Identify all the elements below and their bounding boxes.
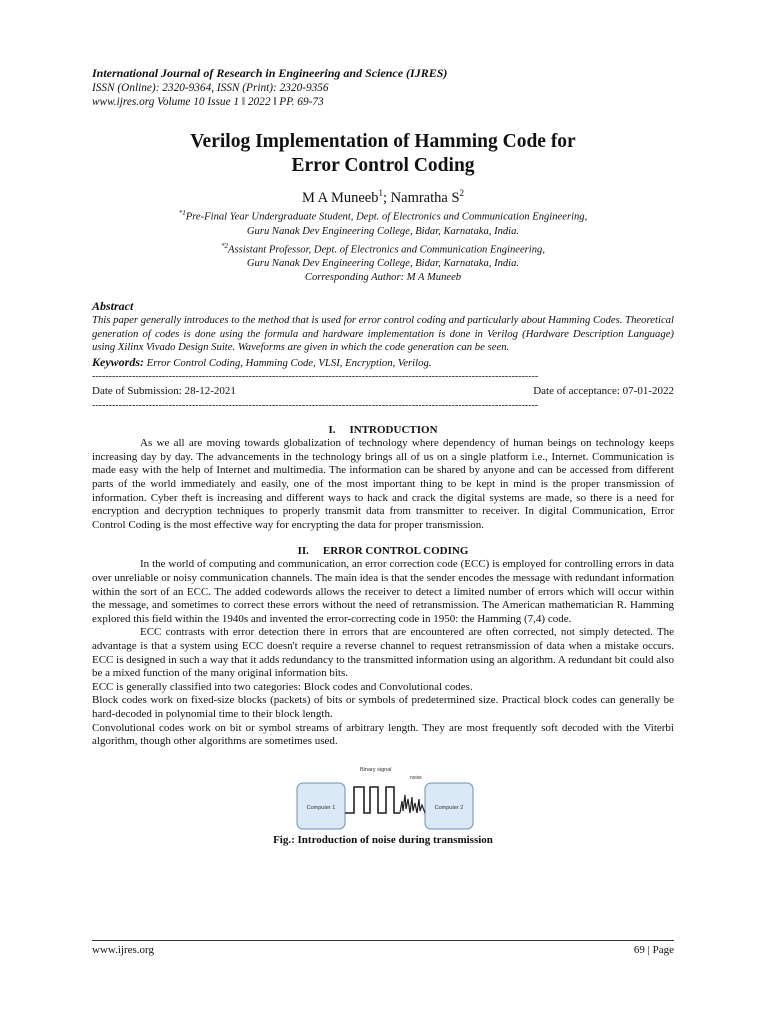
affil-1-line-1: Pre-Final Year Undergraduate Student, Dept. of Electronics and Communication Engineering, (185, 211, 588, 223)
title-line-1: Verilog Implementation of Hamming Code for (190, 130, 576, 152)
section-2-number: II. (297, 545, 309, 558)
divider-bottom: -------------------------------------------------------------------------------------------------------------------------------------- (92, 400, 539, 412)
date-acceptance: Date of acceptance: 07-01-2022 (533, 385, 674, 398)
footer-website: www.ijres.org (92, 944, 155, 956)
author-separator: ; (383, 189, 391, 206)
section-2-paragraph-4: Block codes work on fixed-size blocks (packets) of bits or symbols of predetermined size. Practical block codes can generally be hard-decoded in polynomial time to their block length. (92, 694, 674, 720)
binary-signal-wave (345, 787, 400, 813)
keywords-value: Error Control Coding, Hamming Code, VLSI, Encryption, Verilog. (146, 357, 432, 370)
journal-header (92, 66, 674, 110)
page-footer (92, 940, 674, 956)
author-2-sup: 2 (459, 187, 465, 198)
section-2-paragraph-5: Convolutional codes work on bit or symbol streams of arbitrary length. They are most frequently soft decoded with the Viterbi algorithm, though other algorithms are sometimes used. (92, 721, 674, 748)
section-2-paragraph-2: ECC contrasts with error detection there in errors that are encountered are often corrected, not simply detected. The advantage is that a system using ECC doesn't require a reverse channel to request retransmission of data when a mistake occurs. ECC is designed in such a way that it adds redundancy to the transmitted information using an algorithm. A redundant bit could also be a mixed function of the many original information bits. (92, 626, 674, 680)
affiliations (92, 206, 674, 285)
noise-label: noise (410, 774, 422, 781)
journal-issn: ISSN (Online): 2320-9364, ISSN (Print): 2320-9356 (92, 81, 329, 94)
divider-top: -------------------------------------------------------------------------------------------------------------------------------------- (92, 371, 539, 383)
paper-page (92, 66, 674, 847)
abstract-title: Abstract (92, 299, 134, 314)
affil-2-line-1: Assistant Professor, Dept. of Electronics and Communication Engineering, (227, 244, 545, 256)
author-2: Namratha S (390, 189, 460, 206)
affil-1-line-2: Guru Nanak Dev Engineering College, Bidar, Karnataka, India. (246, 225, 520, 237)
section-2-paragraph-3: ECC is generally classified into two categories: Block codes and Convolutional codes. (92, 680, 473, 693)
section-1-number: I. (328, 424, 336, 437)
noise-figure (92, 761, 674, 833)
corresponding-author: Corresponding Author: M A Muneeb (304, 272, 462, 284)
computer-1-label: Computer 1 (306, 804, 336, 811)
title-line-2: Error Control Coding (291, 154, 475, 176)
keywords (92, 355, 674, 371)
abstract-text: This paper generally introduces to the method that is used for error control coding and particularly about Hamming Codes. Theoretical generation of codes is done using the formula and hardware implementation is done in Verilog (Hardware Description Language) using Xilinx Vivado Design Suite. Waveforms are given in which the code generation can be seen. (92, 314, 674, 353)
binary-signal-label: Binary signal (360, 766, 392, 773)
affil-2-line-2: Guru Nanak Dev Engineering College, Bidar, Karnataka, India. (246, 258, 520, 270)
affil-1-sup: *1 (178, 209, 186, 218)
section-1-heading (92, 423, 674, 437)
footer-page-number: 69 | Page (633, 944, 674, 956)
author-1: M A Muneeb (301, 189, 379, 206)
noise-diagram (92, 761, 674, 833)
computer-2-label: Computer 2 (434, 804, 464, 811)
keywords-label: Keywords: (92, 355, 144, 370)
date-submission: Date of Submission: 28-12-2021 (92, 385, 236, 398)
figure-caption: Fig.: Introduction of noise during transmission (273, 833, 493, 846)
paper-title (92, 130, 674, 178)
section-2-title: ERROR CONTROL CODING (322, 545, 469, 558)
noisy-signal-wave (400, 795, 425, 813)
section-1-title: INTRODUCTION (349, 424, 438, 437)
journal-name: International Journal of Research in Engineering and Science (IJRES) (92, 66, 448, 80)
author-1-sup: 1 (378, 187, 383, 198)
section-1-paragraph: As we all are moving towards globalization of technology where dependency of human beings on technology keeps increasing day by day. The advancements in the technology brings all of us on a single platform i.e., Internet. Communication is made easy with the help of Internet and multimedia. The information can be shared by anyone and can be accessed from different parts of the world immediately and easily, one of the most important thing to be kept in mind is the proper transmission of information. Cyber theft is increasing and different ways to hack and crack the digital systems are made, so there is a need for encryption and decryption techniques to properly transmit data from transmitter to receiver. In digital Communication, Error Control Coding is the most effective way for encrypting the data for proper transmission. (92, 437, 674, 531)
submission-dates (92, 384, 674, 398)
section-2-paragraph-1: In the world of computing and communication, an error correction code (ECC) is employed for controlling errors in data over unreliable or noisy communication channels. The main idea is that the sender encodes the message with redundant information within the sort of an ECC. The added codewords allows the receiver to detect a limited number of errors which will occur within the message, and sometimes to correct these errors without the need of retransmission. The American mathematician R. Hamming explored this field within the 1940s and invented the error-correcting code in 1950: the Hamming (7,4) code. (92, 558, 674, 625)
journal-volume: www.ijres.org Volume 10 Issue 1 ǁ 2022 ǁ PP. 69-73 (92, 96, 324, 108)
author-list (92, 184, 674, 207)
section-2-heading (92, 544, 674, 558)
affil-2-sup: *2 (220, 241, 228, 250)
